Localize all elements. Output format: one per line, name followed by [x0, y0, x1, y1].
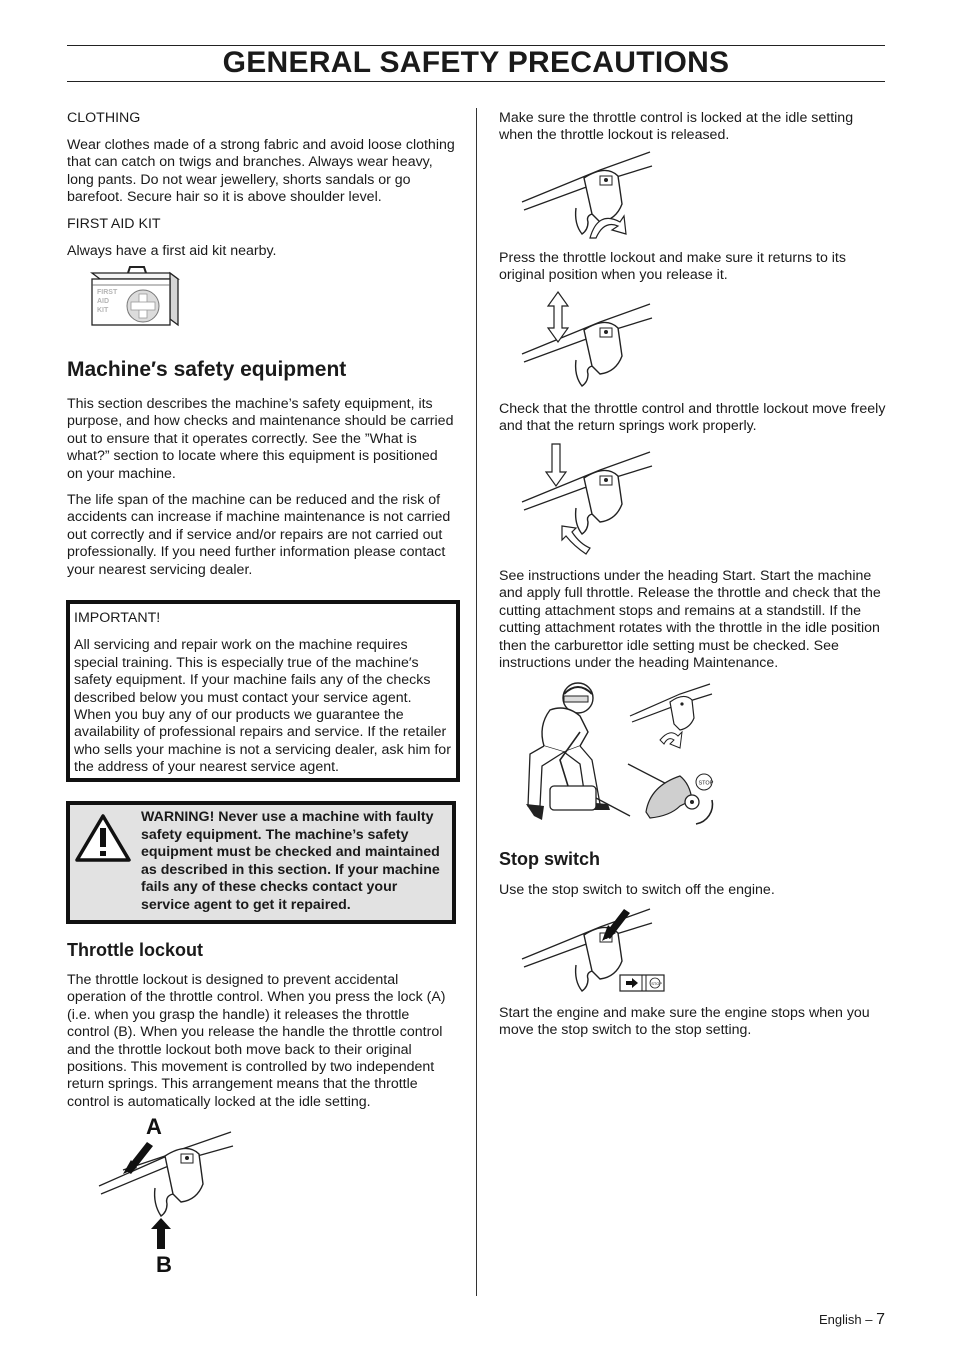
throttle-idle-text: Make sure the throttle control is locked at the idle setting when the throttle lockout is released.: [499, 110, 854, 144]
column-divider: [476, 108, 477, 1296]
important-box: [66, 600, 460, 782]
machine-safety-p2: The life span of the machine can be reduced and the risk of accidents can increase if machine maintenance is not carried out correctly and if service and/or repairs are not carried out professionally. If you need further information please contact your nearest servicing dealer.: [67, 492, 451, 578]
label-b: B: [156, 1252, 172, 1277]
stop-symbol-text: STOP: [651, 981, 663, 986]
stop-switch-heading: Stop switch: [499, 849, 601, 869]
important-label: IMPORTANT!: [74, 610, 161, 626]
important-text: All servicing and repair work on the machine requires special training. This is especially true of the machine′s safety equipment. If your machine fails any of the checks described below you must contact your service agent. When you buy any of our products we guarantee the availability of professional repairs and service. If the retailer who sells your machine is not a servicing dealer, ask him for the address of your nearest service agent.: [74, 637, 451, 776]
footer-dash: –: [865, 1312, 873, 1327]
stop-switch-illustration: [520, 905, 670, 997]
warning-text: WARNING! Never use a machine with faulty safety equipment. The machine’s safety equipment must be checked and maintained as described in this section. If your machine fails any of these checks contact your service agent to get it repaired.: [141, 809, 440, 913]
throttle-lockout-text: The throttle lockout is designed to prevent accidental operation of the throttle control. When you press the lock (A) (i.e. when you grasp the handle) it releases the throttle control (B). When you release the handle the throttle control and the throttle lockout both move back to their original positions. This movement is controlled by two independent return springs. This arrangement means that the throttle control is automatically locked at the idle setting.: [67, 972, 446, 1110]
first-aid-text: Always have a first aid kit nearby.: [67, 243, 277, 259]
warning-triangle-icon: [74, 813, 132, 863]
idle-test-text: See instructions under the heading Start. Start the machine and apply full throttle. Release the throttle and check that the cutting attachment stops and remains at a standstill. If the cutting attachment rotates with the throttle in the idle position then the carburettor idle setting must be checked. See instructions under the heading Maintenance.: [499, 568, 881, 672]
title-bottom-rule: [67, 81, 885, 82]
clothing-text: Wear clothes made of a strong fabric and avoid loose clothing that can catch on twigs and branches. Always wear heavy, long pants. Do not wear jewellery, shorts sandals or go barefoot. Secure hair so it is above shoulder level.: [67, 137, 455, 206]
page-title: GENERAL SAFETY PRECAUTIONS: [222, 46, 730, 79]
warning-box: [66, 801, 456, 924]
stop-switch-final-text: Start the engine and make sure the engine stops when you move the stop switch to the stop setting.: [499, 1005, 870, 1039]
stop-badge-text: STOP: [698, 780, 714, 787]
springs-check-illustration: [520, 440, 660, 558]
throttle-lockout-heading: Throttle lockout: [67, 940, 203, 960]
machine-safety-heading: Machine′s safety equipment: [67, 358, 347, 381]
kit-label-kit: KIT: [97, 307, 109, 314]
throttle-idle-illustration: [520, 148, 660, 240]
springs-check-text: Check that the throttle control and throttle lockout move freely and that the return springs work properly.: [499, 401, 886, 435]
kit-label-aid: AID: [97, 298, 110, 305]
throttle-lockout-ab-illustration: [95, 1112, 245, 1282]
stop-switch-text: Use the stop switch to switch off the engine.: [499, 882, 775, 898]
throttle-lockout-return-illustration: [520, 290, 660, 390]
label-a: A: [146, 1114, 162, 1139]
footer-language: English: [818, 1312, 862, 1327]
page-footer: [819, 1311, 885, 1329]
page-number: 7: [876, 1311, 885, 1328]
first-aid-kit-illustration: [88, 265, 184, 331]
machine-safety-p1: This section describes the machine’s safety equipment, its purpose, and how checks and maintenance should be carried out to ensure that it operates correctly. See the ”What is what?” section to locate where this equipment is positioned on your machine.: [67, 396, 454, 482]
kit-label-first: FIRST: [97, 289, 118, 296]
throttle-lockout-return-text: Press the throttle lockout and make sure it returns to its original position when you release it.: [499, 250, 846, 284]
clothing-heading: CLOTHING: [67, 110, 141, 126]
first-aid-heading: FIRST AID KIT: [67, 216, 161, 232]
idle-test-illustration: [520, 676, 730, 826]
